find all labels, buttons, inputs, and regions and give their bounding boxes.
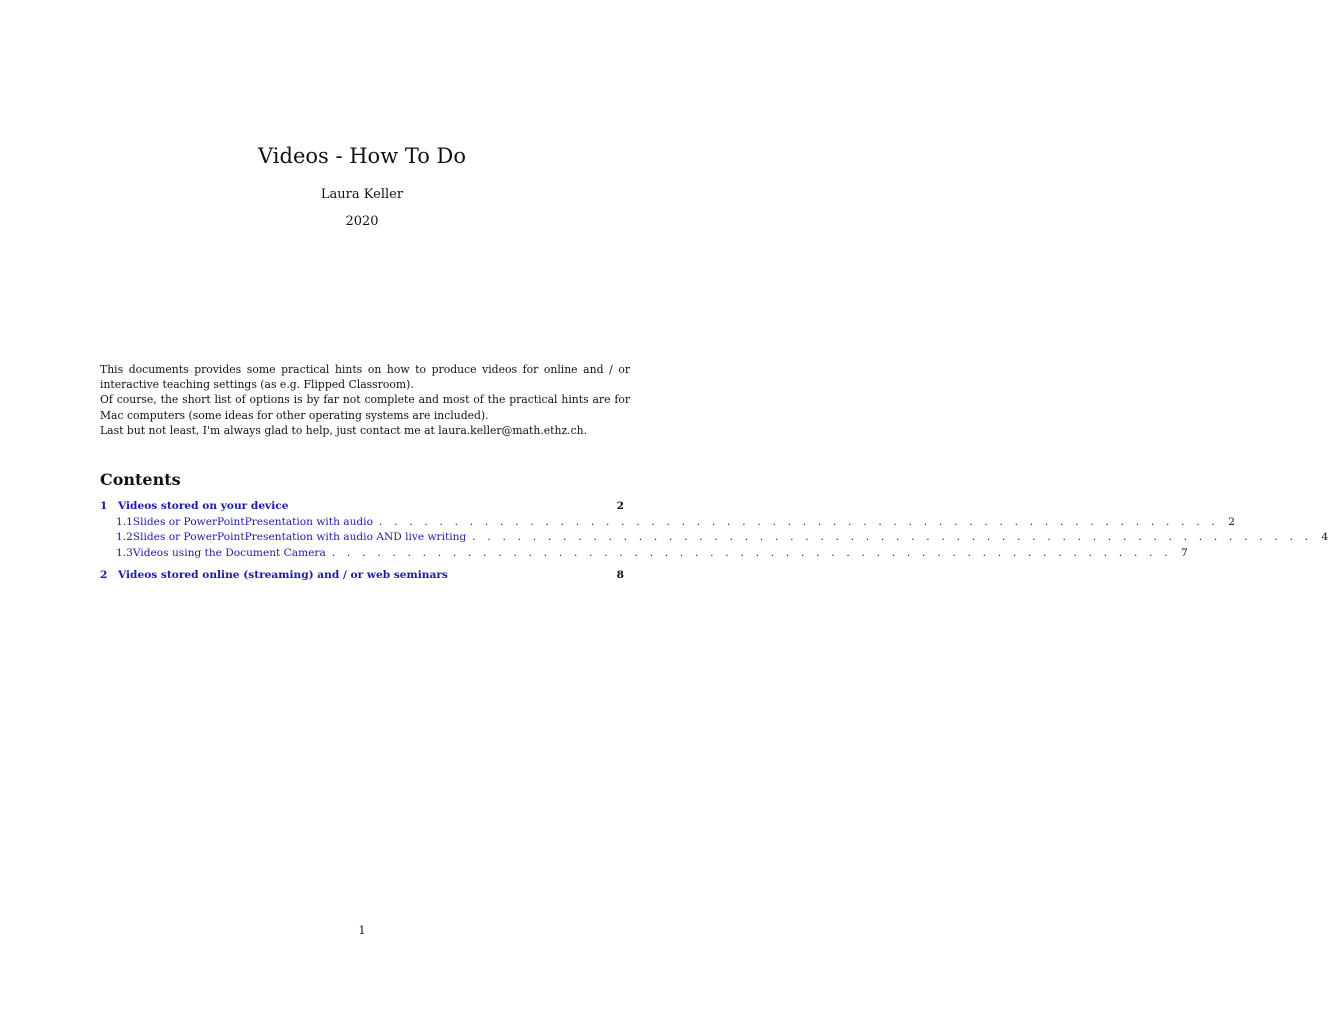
toc-dot-leader: . . . . . . . . . . . . . . . . . . . . . . . . . . . . . . . . . . . . . . . . . . . . . . . . . . . . . . . .: [331, 546, 1172, 559]
abstract-paragraph: This documents provides some practical hints on how to produce videos for online and / or interactive teaching settings (as e.g. Flipped Classroom).: [100, 363, 630, 392]
toc-entry-label[interactable]: Slides or PowerPointPresentation with audio: [132, 515, 373, 528]
toc-entry-page: 8: [616, 569, 624, 582]
document-date: 2020: [345, 214, 379, 229]
toc-entry-page: 4: [1321, 531, 1328, 544]
toc-entry-number: 1.2: [116, 531, 133, 544]
page-number: 1: [358, 924, 366, 937]
document-author: Laura Keller: [320, 187, 404, 202]
toc-entry-section-1-1[interactable]: [100, 515, 1235, 532]
toc-dot-leader: . . . . . . . . . . . . . . . . . . . . . . . . . . . . . . . . . . . . . . . . . . . . . . . . . . . . . . . .: [378, 515, 1219, 528]
abstract-paragraph: Last but not least, I'm always glad to help, just contact me at laura.keller@math.ethz.ch.: [100, 423, 588, 437]
toc-entry-section-1-3[interactable]: [100, 546, 1188, 563]
toc-entry-label[interactable]: Videos stored on your device: [118, 500, 289, 512]
toc-entry-number: 1.3: [116, 546, 133, 559]
abstract-paragraph: Of course, the short list of options is by far not complete and most of the practical hints are for Mac computers (some ideas for other operating systems are included).: [100, 393, 630, 422]
toc-dot-leader: . . . . . . . . . . . . . . . . . . . . . . . . . . . . . . . . . . . . . . . . . . . . . . . . . . . . . . . .: [472, 531, 1313, 544]
document-title: Videos - How To Do: [257, 144, 467, 168]
toc-entry-number: 1: [100, 500, 108, 512]
toc-entry-section-2[interactable]: [100, 569, 624, 585]
toc-entry-page: 7: [1181, 546, 1188, 559]
toc-entry-number: 1.1: [116, 515, 133, 528]
toc-entry-page: 2: [1228, 515, 1235, 528]
toc-entry-section-1[interactable]: [100, 500, 624, 516]
abstract: [100, 362, 630, 438]
toc-entry-number: 2: [100, 569, 108, 582]
contents-heading: Contents: [100, 470, 181, 489]
toc-entry-label[interactable]: Videos stored online (streaming) and / or web seminars: [118, 569, 448, 582]
toc-entry-section-1-2[interactable]: [100, 531, 1328, 547]
table-of-contents: [100, 500, 1328, 585]
toc-entry-page: 2: [616, 500, 624, 512]
toc-entry-label[interactable]: Videos using the Document Camera: [132, 546, 326, 559]
toc-entry-label[interactable]: Slides or PowerPointPresentation with audio AND live writing: [132, 531, 467, 544]
